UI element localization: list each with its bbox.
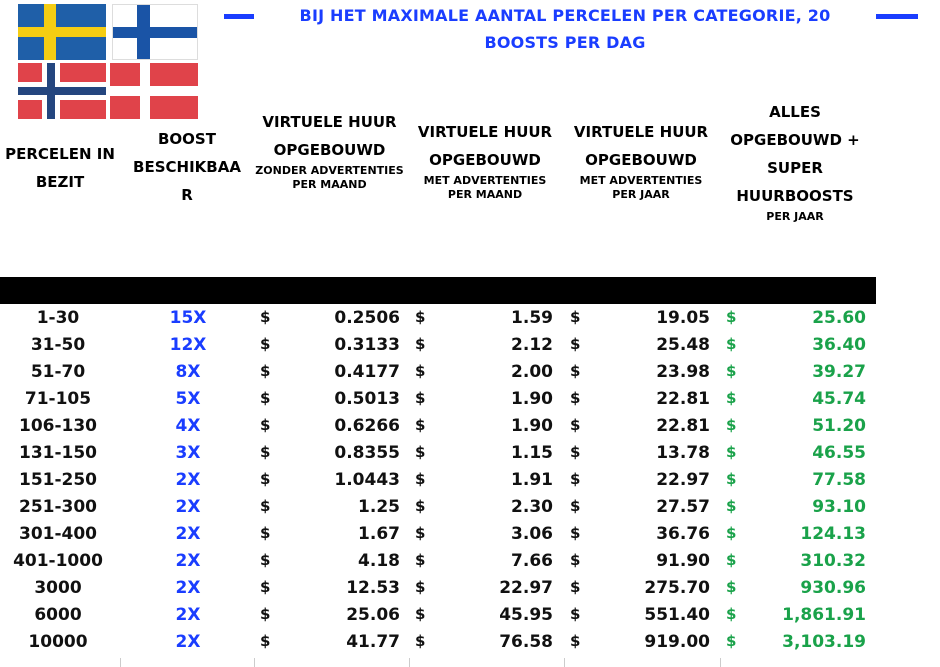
alles-super-cell: 39.27 xyxy=(812,362,866,382)
header-percelen-label: PERCELEN IN BEZIT xyxy=(5,145,115,191)
boost-cell: 15X xyxy=(169,308,207,328)
headline-dash-right xyxy=(876,14,918,19)
boost-cell: 2X xyxy=(175,551,201,571)
header-huur-met-jaar xyxy=(566,118,716,202)
huur-met-maand-cell: 1.15 xyxy=(511,443,553,463)
alles-super-cell: 51.20 xyxy=(812,416,866,436)
huur-met-maand-cell: 3.06 xyxy=(511,524,553,544)
huur-met-jaar-cell: 551.40 xyxy=(644,605,710,625)
currency-symbol: $ xyxy=(570,362,581,380)
currency-symbol: $ xyxy=(415,470,426,488)
range-cell: 31-50 xyxy=(30,335,86,355)
huur-zonder-maand-cell: 0.3133 xyxy=(334,335,400,355)
huur-zonder-maand-cell: 25.06 xyxy=(346,605,400,625)
alles-super-cell: 93.10 xyxy=(812,497,866,517)
currency-symbol: $ xyxy=(570,416,581,434)
range-cell: 51-70 xyxy=(30,362,86,382)
huur-met-maand-cell: 76.58 xyxy=(499,632,553,652)
header-huur-zonder-maand xyxy=(252,108,407,192)
range-cell: 10000 xyxy=(28,632,88,652)
norway-flag xyxy=(18,63,106,119)
boost-cell: 2X xyxy=(175,470,201,490)
huur-met-maand-cell: 1.59 xyxy=(511,308,553,328)
table-row xyxy=(0,386,900,413)
huur-zonder-maand-cell: 4.18 xyxy=(358,551,400,571)
huur-met-maand-cell: 45.95 xyxy=(499,605,553,625)
huur-met-maand-cell: 1.91 xyxy=(511,470,553,490)
denmark-flag xyxy=(110,63,198,119)
huur-met-jaar-cell: 91.90 xyxy=(656,551,710,571)
currency-symbol: $ xyxy=(570,470,581,488)
finland-flag xyxy=(112,4,198,60)
huur-met-jaar-cell: 36.76 xyxy=(656,524,710,544)
currency-symbol: $ xyxy=(415,389,426,407)
huur-met-jaar-cell: 23.98 xyxy=(656,362,710,382)
header-main-label: ALLES OPGEBOUWD + SUPER HUURBOOSTS xyxy=(730,103,860,205)
currency-symbol: $ xyxy=(570,524,581,542)
table-row xyxy=(0,359,900,386)
huur-met-maand-cell: 2.30 xyxy=(511,497,553,517)
currency-symbol: $ xyxy=(726,308,737,326)
currency-symbol: $ xyxy=(726,362,737,380)
header-boost xyxy=(126,125,248,209)
currency-symbol: $ xyxy=(570,605,581,623)
currency-symbol: $ xyxy=(415,443,426,461)
column-separator xyxy=(120,658,121,667)
boost-cell: 3X xyxy=(175,443,201,463)
boost-cell: 2X xyxy=(175,578,201,598)
huur-met-maand-cell: 1.90 xyxy=(511,389,553,409)
huur-met-jaar-cell: 27.57 xyxy=(656,497,710,517)
currency-symbol: $ xyxy=(260,416,271,434)
currency-symbol: $ xyxy=(726,632,737,650)
currency-symbol: $ xyxy=(260,524,271,542)
sweden-flag xyxy=(18,4,106,60)
header-main-label: VIRTUELE HUUR OPGEBOUWD xyxy=(573,123,709,169)
currency-symbol: $ xyxy=(415,497,426,515)
alles-super-cell: 124.13 xyxy=(800,524,866,544)
huur-met-jaar-cell: 22.81 xyxy=(656,416,710,436)
headline-dash-left xyxy=(224,14,254,19)
currency-symbol: $ xyxy=(260,362,271,380)
alles-super-cell: 1,861.91 xyxy=(782,605,866,625)
currency-symbol: $ xyxy=(570,443,581,461)
huur-zonder-maand-cell: 0.2506 xyxy=(334,308,400,328)
currency-symbol: $ xyxy=(260,443,271,461)
huur-zonder-maand-cell: 0.6266 xyxy=(334,416,400,436)
currency-symbol: $ xyxy=(570,551,581,569)
table-row xyxy=(0,467,900,494)
table-row xyxy=(0,548,900,575)
headline: BIJ HET MAXIMALE AANTAL PERCELEN PER CATEGORIE, 20 BOOSTS PER DAG xyxy=(299,6,831,52)
huur-zonder-maand-cell: 1.67 xyxy=(358,524,400,544)
header-main-label: VIRTUELE HUUR OPGEBOUWD xyxy=(417,123,553,169)
header-sub-label: ZONDER ADVERTENTIES PER MAAND xyxy=(255,164,404,191)
boost-cell: 12X xyxy=(169,335,207,355)
currency-symbol: $ xyxy=(726,551,737,569)
huur-zonder-maand-cell: 1.25 xyxy=(358,497,400,517)
currency-symbol: $ xyxy=(726,578,737,596)
currency-symbol: $ xyxy=(415,308,426,326)
huur-zonder-maand-cell: 0.5013 xyxy=(334,389,400,409)
currency-symbol: $ xyxy=(260,578,271,596)
range-cell: 301-400 xyxy=(18,524,98,544)
currency-symbol: $ xyxy=(726,470,737,488)
header-sub-label: PER JAAR xyxy=(766,210,824,223)
table-row xyxy=(0,305,900,332)
huur-met-jaar-cell: 275.70 xyxy=(644,578,710,598)
boost-cell: 2X xyxy=(175,524,201,544)
column-separator xyxy=(409,658,410,667)
boost-cell: 5X xyxy=(175,389,201,409)
header-main-label: VIRTUELE HUUR OPGEBOUWD xyxy=(262,113,397,159)
currency-symbol: $ xyxy=(726,443,737,461)
currency-symbol: $ xyxy=(415,605,426,623)
range-cell: 1-30 xyxy=(36,308,80,328)
huur-met-maand-cell: 1.90 xyxy=(511,416,553,436)
huur-met-maand-cell: 7.66 xyxy=(511,551,553,571)
huur-met-jaar-cell: 22.81 xyxy=(656,389,710,409)
huur-zonder-maand-cell: 1.0443 xyxy=(334,470,400,490)
currency-symbol: $ xyxy=(415,524,426,542)
boost-cell: 2X xyxy=(175,632,201,652)
currency-symbol: $ xyxy=(260,497,271,515)
column-separator xyxy=(720,658,721,667)
currency-symbol: $ xyxy=(570,308,581,326)
huur-met-jaar-cell: 13.78 xyxy=(656,443,710,463)
range-cell: 6000 xyxy=(34,605,82,625)
header-percelen xyxy=(0,140,120,196)
huur-zonder-maand-cell: 12.53 xyxy=(346,578,400,598)
header-alles-super xyxy=(722,98,868,224)
table-row xyxy=(0,413,900,440)
table-row xyxy=(0,521,900,548)
huur-met-jaar-cell: 25.48 xyxy=(656,335,710,355)
boost-cell: 4X xyxy=(175,416,201,436)
currency-symbol: $ xyxy=(415,362,426,380)
currency-symbol: $ xyxy=(415,335,426,353)
currency-symbol: $ xyxy=(260,335,271,353)
table-row xyxy=(0,494,900,521)
range-cell: 151-250 xyxy=(18,470,98,490)
boost-cell: 2X xyxy=(175,497,201,517)
currency-symbol: $ xyxy=(260,308,271,326)
alles-super-cell: 930.96 xyxy=(800,578,866,598)
currency-symbol: $ xyxy=(415,416,426,434)
huur-met-jaar-cell: 22.97 xyxy=(656,470,710,490)
currency-symbol: $ xyxy=(415,632,426,650)
currency-symbol: $ xyxy=(570,578,581,596)
alles-super-cell: 77.58 xyxy=(812,470,866,490)
huur-zonder-maand-cell: 0.8355 xyxy=(334,443,400,463)
huur-zonder-maand-cell: 0.4177 xyxy=(334,362,400,382)
alles-super-cell: 25.60 xyxy=(812,308,866,328)
currency-symbol: $ xyxy=(415,551,426,569)
alles-super-cell: 45.74 xyxy=(812,389,866,409)
range-cell: 251-300 xyxy=(18,497,98,517)
huur-zonder-maand-cell: 41.77 xyxy=(346,632,400,652)
table-row xyxy=(0,332,900,359)
boost-cell: 2X xyxy=(175,605,201,625)
range-cell: 3000 xyxy=(34,578,82,598)
alles-super-cell: 310.32 xyxy=(800,551,866,571)
currency-symbol: $ xyxy=(570,632,581,650)
huur-met-maand-cell: 2.12 xyxy=(511,335,553,355)
range-cell: 71-105 xyxy=(24,389,92,409)
boost-cell: 8X xyxy=(175,362,201,382)
range-cell: 106-130 xyxy=(18,416,98,436)
currency-symbol: $ xyxy=(726,497,737,515)
currency-symbol: $ xyxy=(260,470,271,488)
currency-symbol: $ xyxy=(726,605,737,623)
currency-symbol: $ xyxy=(260,389,271,407)
alles-super-cell: 36.40 xyxy=(812,335,866,355)
currency-symbol: $ xyxy=(260,632,271,650)
currency-symbol: $ xyxy=(260,551,271,569)
huur-met-maand-cell: 22.97 xyxy=(499,578,553,598)
table-row xyxy=(0,575,900,602)
currency-symbol: $ xyxy=(726,335,737,353)
column-separator xyxy=(254,658,255,667)
range-cell: 131-150 xyxy=(18,443,98,463)
alles-super-cell: 3,103.19 xyxy=(782,632,866,652)
huur-met-maand-cell: 2.00 xyxy=(511,362,553,382)
header-huur-met-maand xyxy=(410,118,560,202)
table-row xyxy=(0,440,900,467)
currency-symbol: $ xyxy=(570,335,581,353)
range-cell: 401-1000 xyxy=(13,551,103,571)
header-boost-label: BOOST BESCHIKBAA R xyxy=(133,130,241,204)
header-sub-label: MET ADVERTENTIES PER MAAND xyxy=(423,174,547,201)
table-row xyxy=(0,602,900,629)
huur-met-jaar-cell: 919.00 xyxy=(644,632,710,652)
header-sub-label: MET ADVERTENTIES PER JAAR xyxy=(579,174,703,201)
currency-symbol: $ xyxy=(415,578,426,596)
currency-symbol: $ xyxy=(726,524,737,542)
currency-symbol: $ xyxy=(570,497,581,515)
currency-symbol: $ xyxy=(726,389,737,407)
currency-symbol: $ xyxy=(570,389,581,407)
table-row xyxy=(0,629,900,656)
header-divider-bar xyxy=(0,277,876,304)
huur-met-jaar-cell: 19.05 xyxy=(656,308,710,328)
currency-symbol: $ xyxy=(726,416,737,434)
alles-super-cell: 46.55 xyxy=(812,443,866,463)
currency-symbol: $ xyxy=(260,605,271,623)
column-separator xyxy=(564,658,565,667)
